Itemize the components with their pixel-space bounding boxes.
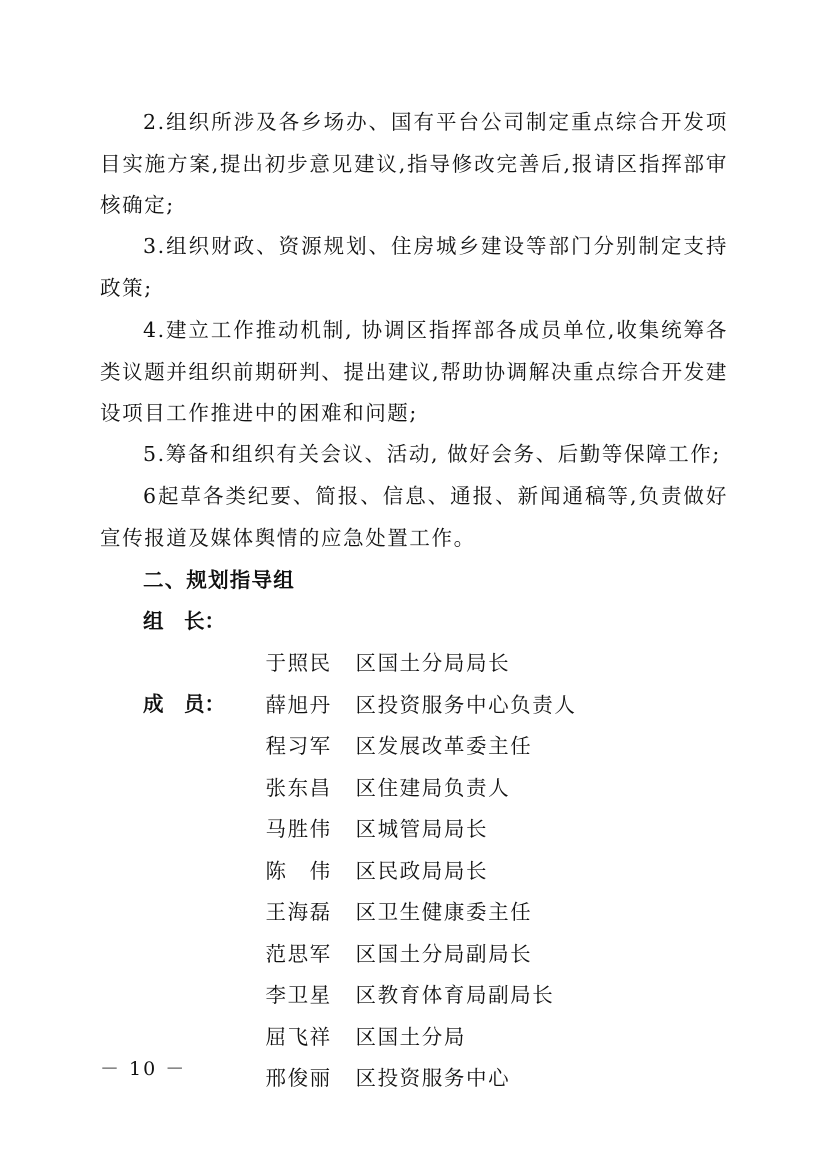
person-name: 张东昌 <box>265 775 332 800</box>
paragraph-item-4: 4.建立工作推动机制, 协调区指挥部各成员单位,收集统筹各类议题并组织前期研判、提出建议,帮助协调解决重点综合开发建设项目工作推进中的困难和问题; <box>100 318 728 425</box>
paragraph-item-6: 6起草各类纪要、简报、信息、通报、新闻通稿等,负责做好宣传报道及媒体舆情的应急处置工作。 <box>100 484 728 550</box>
person-name: 马胜伟 <box>265 816 332 841</box>
leaders-label: 组 长： <box>143 609 225 633</box>
person-name: 王海磊 <box>265 899 332 924</box>
person-title: 区住建局负责人 <box>355 775 511 800</box>
paragraph-item-5: 5.筹备和组织有关会议、活动, 做好会务、后勤等保障工作; <box>143 442 721 466</box>
section-heading: 二、规划指导组 <box>143 568 295 592</box>
person-name: 李卫星 <box>265 982 332 1007</box>
person-title: 区投资服务中心 <box>355 1065 511 1090</box>
person-title: 区投资服务中心负责人 <box>355 692 577 717</box>
person-name: 于照民 <box>265 650 332 675</box>
paragraph-item-3: 3.组织财政、资源规划、住房城乡建设等部门分别制定支持政策; <box>100 234 728 300</box>
person-name: 邢俊丽 <box>265 1065 332 1090</box>
person-name: 屈飞祥 <box>265 1024 332 1049</box>
member-row <box>233 1016 733 1141</box>
person-title: 区民政局局长 <box>355 858 489 883</box>
person-title: 区国土分局局长 <box>355 650 511 675</box>
person-title: 区发展改革委主任 <box>355 733 533 758</box>
members-label: 成 员： <box>143 692 225 716</box>
person-title: 区国土分局 <box>355 1024 466 1049</box>
person-name: 陈 伟 <box>265 858 332 883</box>
page-number: － 10 － <box>100 1058 187 1080</box>
person-name: 程习军 <box>265 733 332 758</box>
paragraph-item-2: 2.组织所涉及各乡场办、国有平台公司制定重点综合开发项目实施方案,提出初步意见建议,指导修改完善后,报请区指挥部审核确定; <box>100 110 728 217</box>
person-name: 范思军 <box>265 941 332 966</box>
person-title: 区城管局局长 <box>355 816 489 841</box>
person-title: 区卫生健康委主任 <box>355 899 533 924</box>
person-name: 薛旭丹 <box>265 692 332 717</box>
person-title: 区国土分局副局长 <box>355 941 533 966</box>
person-title: 区教育体育局副局长 <box>355 982 555 1007</box>
